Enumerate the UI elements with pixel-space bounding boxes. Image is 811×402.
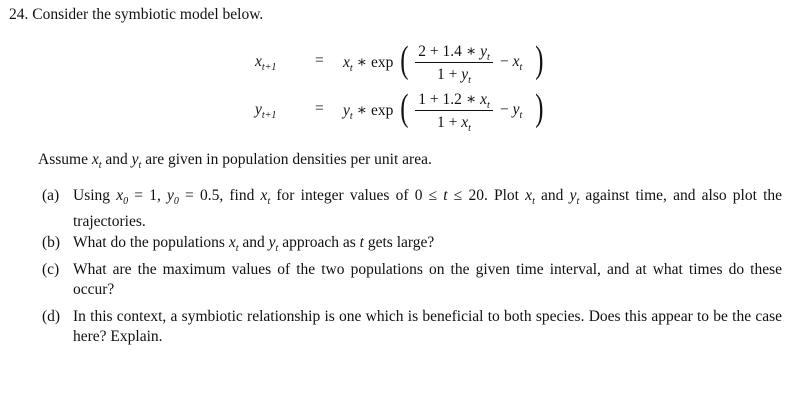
problem-heading xyxy=(9,6,263,24)
fraction-bar xyxy=(415,110,493,111)
equation-x-lhs: $x_{t+1}$ xyxy=(255,53,277,74)
part-a xyxy=(42,186,782,232)
part-c xyxy=(42,260,782,300)
part-b-text: What do the populations $x_t$ and $y_t$ approach as t gets large? xyxy=(73,234,435,255)
equation-y-equals: = xyxy=(315,100,324,117)
right-paren: ) xyxy=(535,39,544,81)
part-c-label: (c) xyxy=(42,261,60,278)
equation-x-minus-term: − $x_t$ xyxy=(500,53,523,74)
part-c-text: What are the maximum values of the two populations on the given time interval, and at what times do these occur? xyxy=(73,261,782,298)
part-b xyxy=(42,233,782,259)
equation-y-minus-term: − $y_t$ xyxy=(500,101,523,122)
equation-x-numerator: 2 + 1.4 ∗ $y_t$ xyxy=(418,43,490,64)
equation-x-denominator: $1 + y_t$ xyxy=(437,66,471,87)
equation-x-prefactor: $x_t$ ∗ exp xyxy=(343,54,394,75)
left-paren: ( xyxy=(400,39,409,81)
equation-y-denominator: $1 + x_t$ xyxy=(437,114,471,135)
part-a-label: (a) xyxy=(42,187,60,204)
problem-statement: Consider the symbiotic model below. xyxy=(32,6,264,23)
equation-y-lhs: $y_{t+1}$ xyxy=(255,101,277,122)
fraction-bar xyxy=(415,62,493,63)
equation-x-equals: = xyxy=(315,52,324,69)
left-paren: ( xyxy=(400,87,409,129)
right-paren: ) xyxy=(535,87,544,129)
problem-number: 24. xyxy=(9,6,29,23)
equation-y-fraction xyxy=(415,90,493,135)
equation-system xyxy=(255,39,555,135)
equation-y-numerator: 1 + 1.2 ∗ $x_t$ xyxy=(418,91,490,112)
equation-y-prefactor: $y_t$ ∗ exp xyxy=(343,102,394,123)
part-d xyxy=(42,307,782,347)
equation-x xyxy=(255,39,555,87)
part-d-text: In this context, a symbiotic relationship is one which is beneficial to both species. Does this appear to be the case here? Explain. xyxy=(73,308,782,345)
part-a-text: Using $x_0 = 1$, $y_0 = 0.5$, find $x_t$ for integer values of 0 ≤ t ≤ 20. Plot $x_t$ and $y_t$ against time, and also plot the trajectories. xyxy=(73,187,783,231)
equation-x-fraction xyxy=(415,42,493,87)
equation-y xyxy=(255,87,555,135)
part-b-label: (b) xyxy=(42,234,61,251)
part-d-label: (d) xyxy=(42,308,61,325)
assumption-sentence: Assume $x_t$ and $y_t$ are given in population densities per unit area. xyxy=(38,151,432,172)
